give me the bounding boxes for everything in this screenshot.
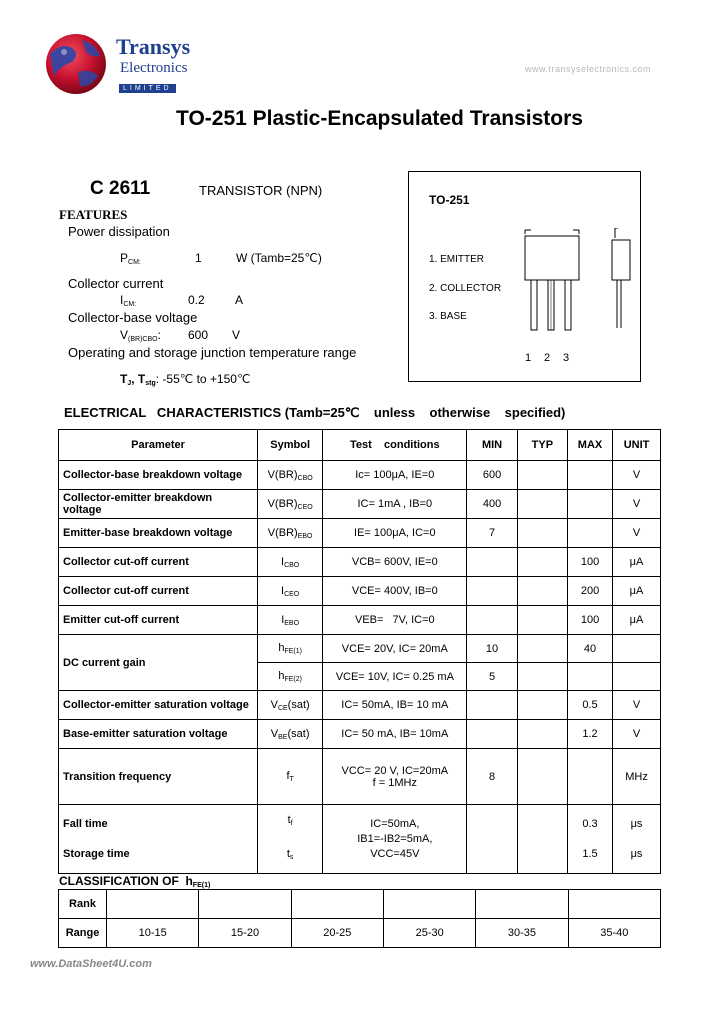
pin-2-label: 2. COLLECTOR: [429, 283, 502, 294]
max-cell: 0.3 1.5: [568, 805, 613, 874]
range-label: Range: [59, 919, 107, 948]
table-row: [59, 548, 661, 577]
range-row: [59, 919, 661, 948]
column-header: Symbol: [258, 430, 323, 461]
test-cell: VCE= 400V, IB=0: [323, 577, 467, 606]
features-heading: FEATURES: [59, 207, 128, 222]
symbol-cell: $V(BR)_{CEO}$: [258, 490, 323, 519]
min-cell: [467, 805, 517, 874]
table-row: [59, 691, 661, 720]
max-cell: [568, 490, 613, 519]
param-cell: Fall time Storage time: [59, 805, 258, 874]
test-cell: Ic= 100μA, IE=0: [323, 461, 467, 490]
pin-1-label: 1. EMITTER: [429, 254, 485, 265]
test-cell: IE= 100μA, IC=0: [323, 519, 467, 548]
table-row: [59, 720, 661, 749]
table-row: [59, 805, 661, 874]
to251-package-drawing: [517, 228, 632, 348]
param-cell: DC current gain: [59, 635, 258, 691]
param-cell: Collector-emitter breakdown voltage: [59, 490, 258, 519]
typ-cell: [517, 749, 567, 805]
range-cell: 30-35: [476, 919, 568, 948]
symbol-cell: $f_T$: [258, 749, 323, 805]
min-cell: [467, 720, 517, 749]
typ-cell: [517, 461, 567, 490]
typ-cell: [517, 606, 567, 635]
param-cell: Collector-base breakdown voltage: [59, 461, 258, 490]
test-cell: IC= 50 mA, IB= 10mA: [323, 720, 467, 749]
company-logo-globe-icon: [42, 32, 110, 96]
pin-number-2: 2: [544, 352, 551, 364]
table-row: [59, 490, 661, 519]
rank-cell: [383, 890, 475, 919]
icm-symbol: $I_{CM:}$: [120, 293, 137, 308]
test-cell: VEB= 7V, IC=0: [323, 606, 467, 635]
typ-cell: [517, 577, 567, 606]
param-cell: Collector cut-off current: [59, 577, 258, 606]
max-cell: 200: [568, 577, 613, 606]
max-cell: 40: [568, 635, 613, 663]
symbol-cell: $V(BR)_{CBO}$: [258, 461, 323, 490]
vbr-value: 600: [188, 328, 209, 342]
rank-cell: [107, 890, 199, 919]
footer-url[interactable]: www.DataSheet4U.com: [30, 958, 152, 970]
param-cell: Emitter-base breakdown voltage: [59, 519, 258, 548]
table-row: [59, 635, 661, 663]
typ-cell: [517, 691, 567, 720]
pin-number-3: 3: [563, 352, 570, 364]
column-header: MIN: [467, 430, 517, 461]
param-cell: Emitter cut-off current: [59, 606, 258, 635]
page-title: TO-251 Plastic-Encapsulated Transistors: [176, 107, 583, 130]
min-cell: 5: [467, 663, 517, 691]
test-cell: VCC= 20 V, IC=20mA f = 1MHz: [323, 749, 467, 805]
table-row: [59, 577, 661, 606]
symbol-cell: $I_{CEO}$: [258, 577, 323, 606]
unit-cell: μA: [613, 606, 661, 635]
vbr-symbol: $V_{(BR)CBO}$:: [120, 328, 161, 343]
test-cell: IC= 50mA, IB= 10 mA: [323, 691, 467, 720]
unit-cell: V: [613, 461, 661, 490]
min-cell: 7: [467, 519, 517, 548]
rank-cell: [476, 890, 568, 919]
table-row: [59, 519, 661, 548]
collector-current-label: Collector current: [68, 276, 164, 291]
pin-number-1: 1: [525, 352, 532, 364]
table-row: [59, 606, 661, 635]
unit-cell: [613, 663, 661, 691]
classification-heading: CLASSIFICATION OF $h_{FE(1)}$: [59, 874, 211, 889]
max-cell: [568, 663, 613, 691]
part-type: TRANSISTOR (NPN): [199, 183, 323, 198]
symbol-cell: $h_{FE(1)}$: [258, 635, 323, 663]
param-cell: Transition frequency: [59, 749, 258, 805]
test-cell: VCE= 10V, IC= 0.25 mA: [323, 663, 467, 691]
param-cell: Collector-emitter saturation voltage: [59, 691, 258, 720]
rank-cell: [199, 890, 291, 919]
pcm-unit: W (Tamb=25℃): [236, 251, 322, 265]
unit-cell: V: [613, 720, 661, 749]
min-cell: [467, 548, 517, 577]
min-cell: 8: [467, 749, 517, 805]
max-cell: 100: [568, 548, 613, 577]
min-cell: 400: [467, 490, 517, 519]
min-cell: [467, 691, 517, 720]
test-cell: VCE= 20V, IC= 20mA: [323, 635, 467, 663]
pin-3-label: 3. BASE: [429, 311, 467, 322]
range-cell: 35-40: [568, 919, 660, 948]
symbol-cell: $I_{CBO}$: [258, 548, 323, 577]
unit-cell: V: [613, 490, 661, 519]
max-cell: [568, 519, 613, 548]
column-header: UNIT: [613, 430, 661, 461]
rank-label: Rank: [59, 890, 107, 919]
icm-value: 0.2: [188, 293, 205, 307]
rank-cell: [291, 890, 383, 919]
temp-range-value: $T_J$, $T_{stg}$: -55℃ to +150℃: [120, 372, 251, 387]
cb-voltage-label: Collector-base voltage: [68, 310, 198, 325]
symbol-cell: $V_{CE}(sat)$: [258, 691, 323, 720]
pcm-symbol: $P_{CM:}$: [120, 251, 141, 266]
symbol-cell: $V(BR)_{EBO}$: [258, 519, 323, 548]
company-division: Electronics: [120, 60, 188, 76]
range-cell: 25-30: [383, 919, 475, 948]
column-header: MAX: [568, 430, 613, 461]
max-cell: 0.5: [568, 691, 613, 720]
unit-cell: [613, 635, 661, 663]
typ-cell: [517, 490, 567, 519]
unit-cell: μA: [613, 548, 661, 577]
temp-range-label: Operating and storage junction temperature range: [68, 345, 357, 360]
range-cell: 10-15: [107, 919, 199, 948]
symbol-cell: $V_{BE}(sat)$: [258, 720, 323, 749]
param-cell: Collector cut-off current: [59, 548, 258, 577]
unit-cell: MHz: [613, 749, 661, 805]
electrical-characteristics-table: [58, 429, 661, 874]
min-cell: 600: [467, 461, 517, 490]
rank-cell: [568, 890, 660, 919]
vbr-unit: V: [232, 328, 241, 342]
part-number: C 2611: [90, 178, 151, 199]
test-cell: VCB= 600V, IE=0: [323, 548, 467, 577]
max-cell: 1.2: [568, 720, 613, 749]
icm-unit: A: [235, 293, 244, 307]
table-header-row: [59, 430, 661, 461]
max-cell: [568, 461, 613, 490]
typ-cell: [517, 635, 567, 663]
company-name: Transys: [116, 34, 191, 59]
typ-cell: [517, 805, 567, 874]
company-limited-bar: LIMITED: [119, 84, 176, 93]
max-cell: [568, 749, 613, 805]
typ-cell: [517, 663, 567, 691]
electrical-heading: ELECTRICAL CHARACTERISTICS (Tamb=25℃ unless otherwise specified): [64, 405, 566, 420]
symbol-cell: $h_{FE(2)}$: [258, 663, 323, 691]
column-header: Parameter: [59, 430, 258, 461]
typ-cell: [517, 720, 567, 749]
pcm-value: 1: [195, 251, 202, 265]
unit-cell: V: [613, 519, 661, 548]
range-cell: 20-25: [291, 919, 383, 948]
table-row: [59, 749, 661, 805]
min-cell: [467, 606, 517, 635]
package-box: [408, 171, 641, 382]
symbol-cell: $t_f$ $t_s$: [258, 805, 323, 874]
unit-cell: μA: [613, 577, 661, 606]
package-name: TO-251: [429, 193, 470, 207]
range-cell: 15-20: [199, 919, 291, 948]
column-header: TYP: [517, 430, 567, 461]
table-row: [59, 461, 661, 490]
classification-table: [58, 889, 661, 948]
unit-cell: V: [613, 691, 661, 720]
column-header: Test conditions: [323, 430, 467, 461]
unit-cell: μs μs: [613, 805, 661, 874]
header-url: www.transyselectronics.com: [525, 64, 652, 74]
typ-cell: [517, 548, 567, 577]
symbol-cell: $I_{EBO}$: [258, 606, 323, 635]
test-cell: IC= 1mA , IB=0: [323, 490, 467, 519]
power-dissipation-label: Power dissipation: [68, 224, 170, 239]
rank-row: [59, 890, 661, 919]
typ-cell: [517, 519, 567, 548]
max-cell: 100: [568, 606, 613, 635]
param-cell: Base-emitter saturation voltage: [59, 720, 258, 749]
min-cell: [467, 577, 517, 606]
min-cell: 10: [467, 635, 517, 663]
test-cell: IC=50mA, IB1=-IB2=5mA, VCC=45V: [323, 805, 467, 874]
